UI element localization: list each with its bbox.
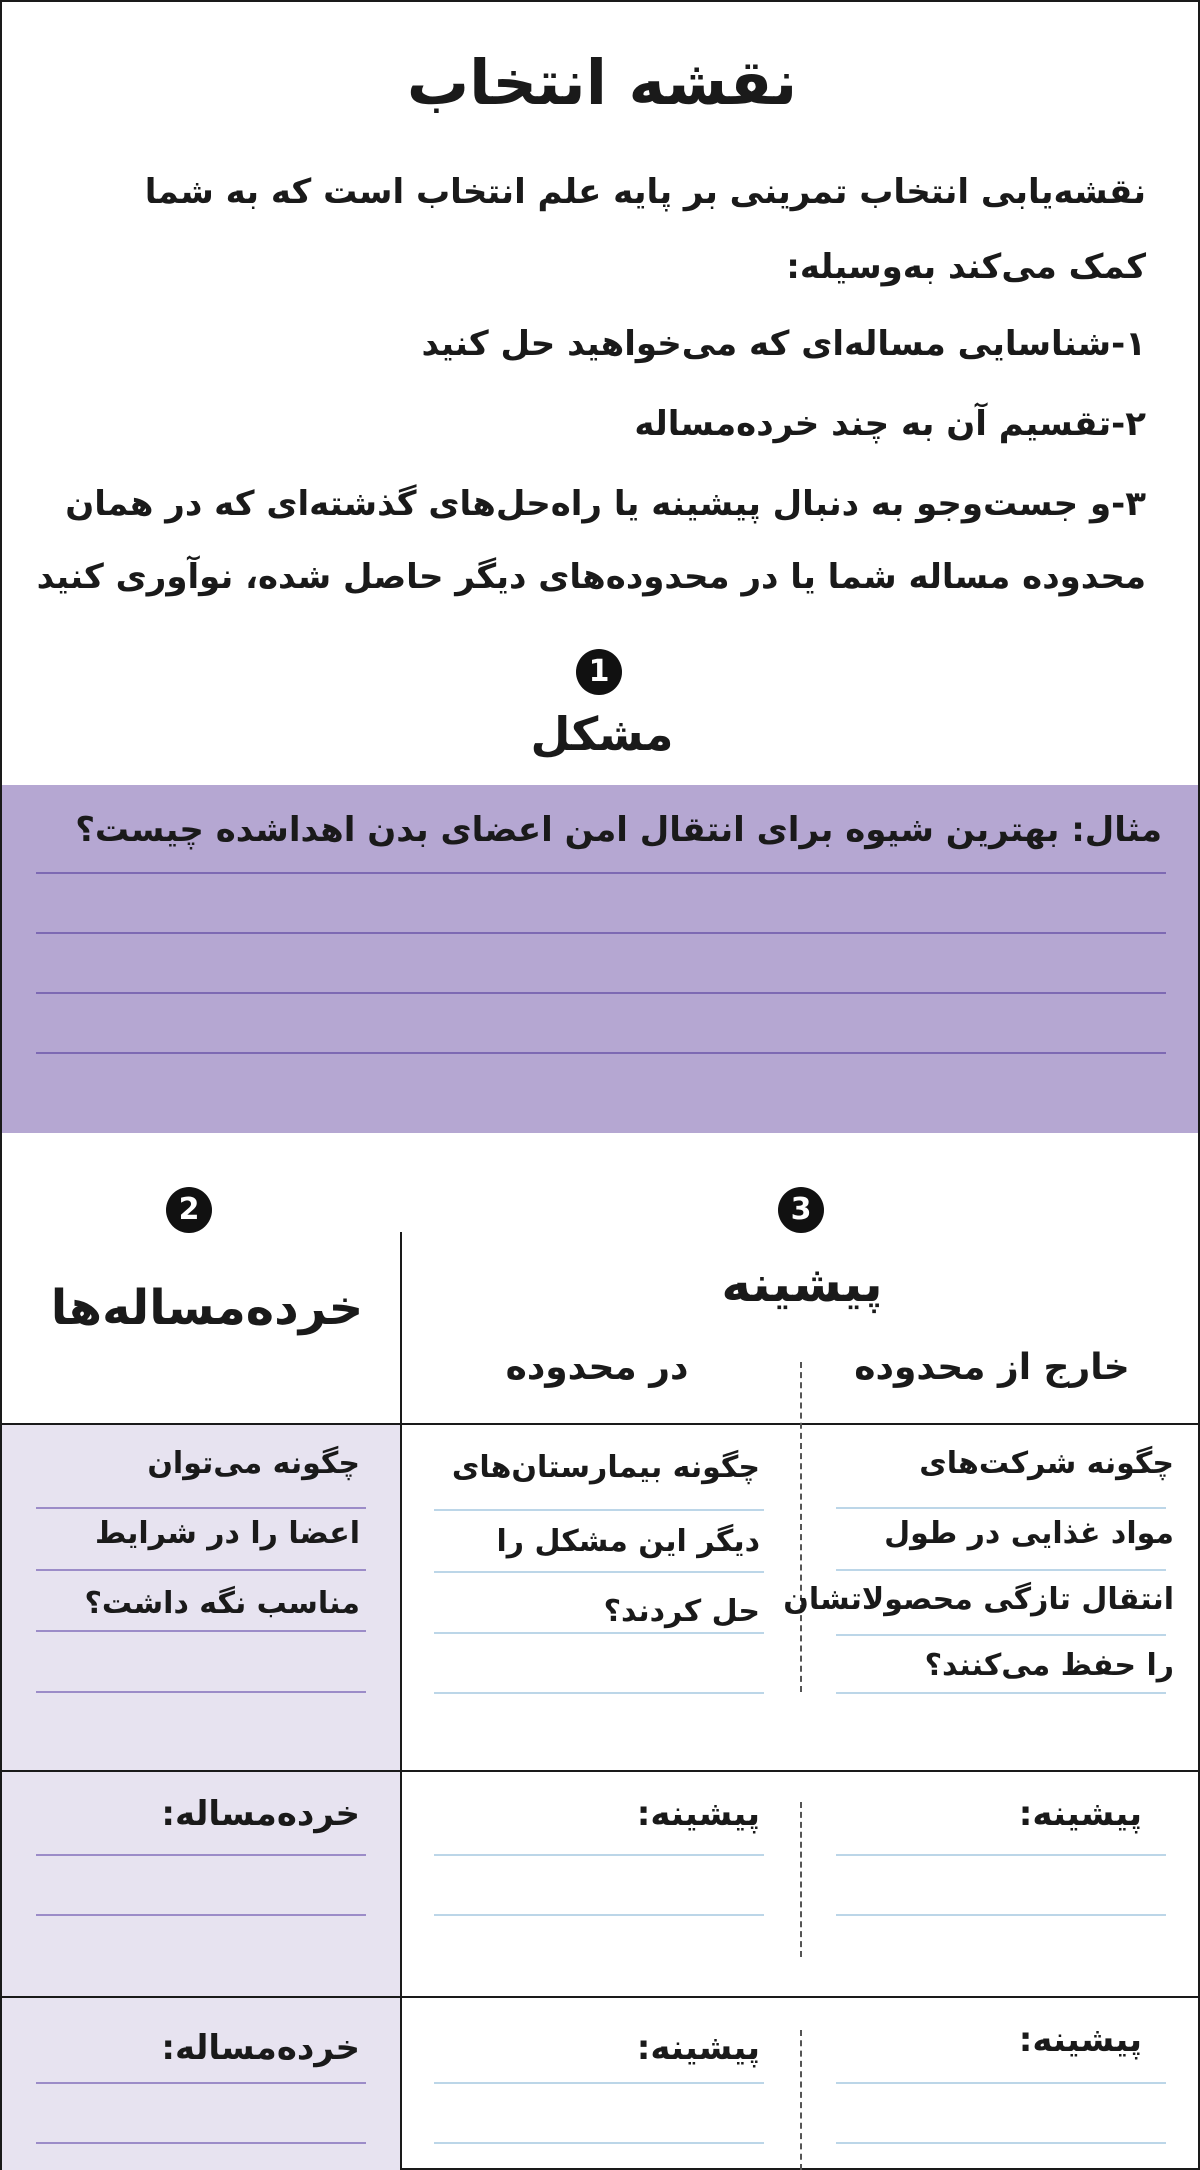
write-line[interactable] xyxy=(434,2142,764,2144)
subproblems-heading: خرده‌مساله‌ها xyxy=(50,1280,364,1336)
write-line[interactable] xyxy=(36,1569,366,1571)
write-line[interactable] xyxy=(434,1632,764,1634)
problem-write-line[interactable] xyxy=(36,992,1166,994)
problem-heading: مشکل xyxy=(530,707,674,761)
precedent-within-label: پیشینه: xyxy=(636,1794,760,1834)
example-outside-text: را حفظ می‌کنند؟ xyxy=(924,1648,1174,1683)
outside-domain-heading: خارج از محدوده xyxy=(854,1347,1130,1388)
write-line[interactable] xyxy=(836,2082,1166,2084)
precedent-within-label: پیشینه: xyxy=(636,2028,760,2068)
write-line[interactable] xyxy=(36,1914,366,1916)
intro-line: ۲-تقسیم آن به چند خرده‌مساله xyxy=(634,404,1146,444)
example-within-text: دیگر این مشکل را xyxy=(496,1524,760,1559)
row-divider xyxy=(2,1996,1198,1998)
write-line[interactable] xyxy=(434,2082,764,2084)
write-line[interactable] xyxy=(434,1509,764,1511)
write-line[interactable] xyxy=(434,1914,764,1916)
write-line[interactable] xyxy=(36,2082,366,2084)
write-line[interactable] xyxy=(434,1854,764,1856)
write-line[interactable] xyxy=(836,1634,1166,1636)
subproblem-label: خرده‌مساله: xyxy=(161,2028,360,2068)
write-line[interactable] xyxy=(36,1630,366,1632)
example-outside-text: مواد غذایی در طول xyxy=(884,1516,1174,1551)
problem-write-line[interactable] xyxy=(36,932,1166,934)
intro-line: محدوده مساله شما یا در محدوده‌های دیگر حاصل شده، نوآوری کنید xyxy=(36,557,1146,597)
subproblem-label: خرده‌مساله: xyxy=(161,1794,360,1834)
intro-line: ۳-و جست‌وجو به دنبال پیشینه یا راه‌حل‌های گذشته‌ای که در همان xyxy=(65,484,1146,524)
precedent-heading: پیشینه xyxy=(721,1255,883,1313)
example-outside-text: چگونه شرکت‌های xyxy=(919,1446,1174,1481)
column-divider xyxy=(400,1232,402,2170)
subproblem-cell-bg xyxy=(2,1998,400,2170)
write-line[interactable] xyxy=(836,2142,1166,2144)
write-line[interactable] xyxy=(836,1692,1166,1694)
write-line[interactable] xyxy=(836,1914,1166,1916)
intro-line: کمک می‌کند به‌وسیله: xyxy=(786,247,1146,287)
intro-line: ۱-شناسایی مساله‌ای که می‌خواهید حل کنید xyxy=(421,324,1146,364)
example-within-text: حل کردند؟ xyxy=(603,1594,760,1629)
example-within-text: چگونه بیمارستان‌های xyxy=(451,1450,760,1485)
problem-write-line[interactable] xyxy=(36,872,1166,874)
within-domain-heading: در محدوده xyxy=(505,1347,689,1388)
precedent-outside-label: پیشینه: xyxy=(1018,2020,1142,2060)
intro-line: نقشه‌یابی انتخاب تمرینی بر پایه علم انتخاب است که به شما xyxy=(144,172,1146,212)
write-line[interactable] xyxy=(36,1854,366,1856)
write-line[interactable] xyxy=(36,1691,366,1693)
step-1-badge: 1 xyxy=(576,649,622,695)
example-subproblem-text: چگونه می‌توان xyxy=(147,1446,360,1481)
write-line[interactable] xyxy=(434,1692,764,1694)
row-divider xyxy=(2,1770,1198,1772)
write-line[interactable] xyxy=(36,1507,366,1509)
example-subproblem-text: مناسب نگه داشت؟ xyxy=(84,1586,360,1621)
row-divider xyxy=(2,1423,1198,1425)
page-title: نقشه انتخاب xyxy=(406,46,798,119)
write-line[interactable] xyxy=(434,1571,764,1573)
problem-write-line[interactable] xyxy=(36,1052,1166,1054)
example-subproblem-text: اعضا را در شرایط xyxy=(95,1516,360,1551)
domain-divider xyxy=(800,2030,802,2170)
write-line[interactable] xyxy=(836,1507,1166,1509)
domain-divider xyxy=(800,1362,802,1692)
step-3-badge: 3 xyxy=(778,1187,824,1233)
step-2-badge: 2 xyxy=(166,1187,212,1233)
precedent-outside-label: پیشینه: xyxy=(1018,1794,1142,1834)
write-line[interactable] xyxy=(836,1569,1166,1571)
domain-divider xyxy=(800,1802,802,1957)
write-line[interactable] xyxy=(836,1854,1166,1856)
write-line[interactable] xyxy=(36,2142,366,2144)
problem-example: مثال: بهترین شیوه برای انتقال امن اعضای بدن اهداشده چیست؟ xyxy=(75,810,1162,850)
example-outside-text: انتقال تازگی محصولاتشان xyxy=(783,1582,1174,1617)
